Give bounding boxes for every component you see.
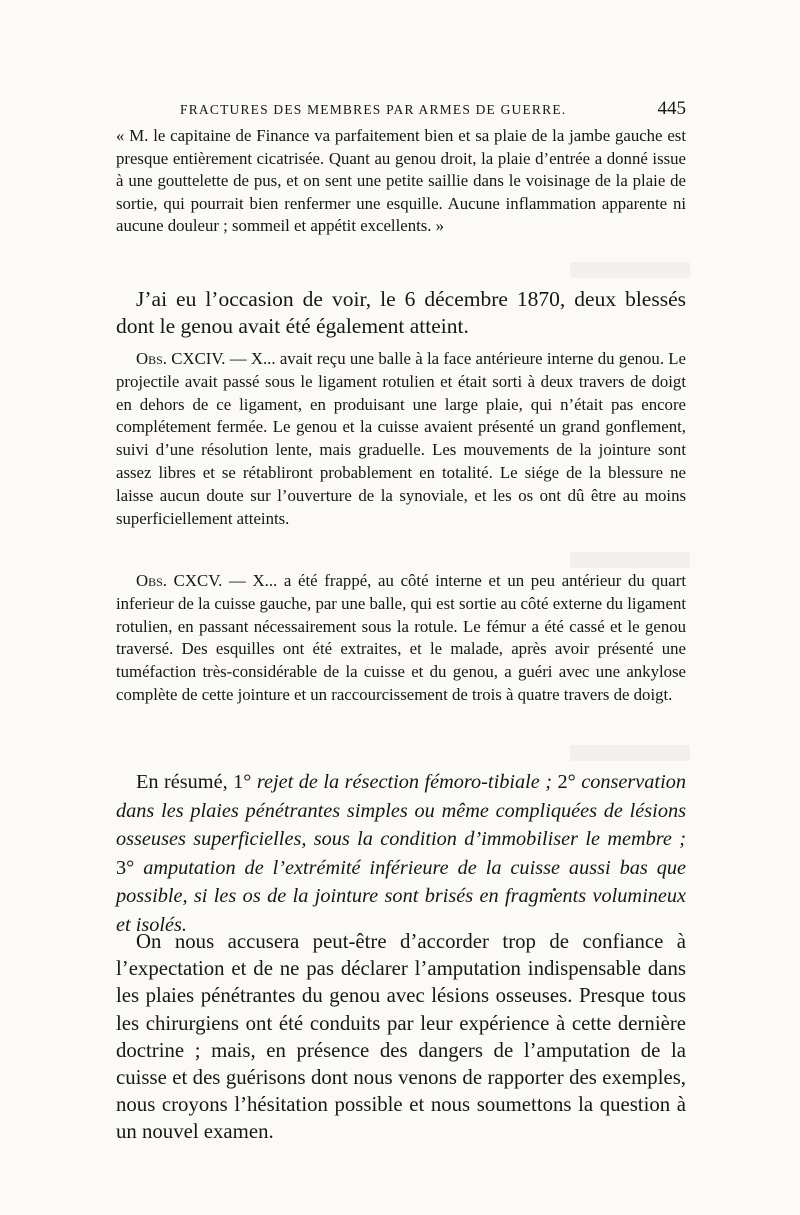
page-header <box>116 100 686 122</box>
observation-text: — X... a été frappé, au côté interne et un peu antérieur du quart inferieur de la cuisse gauche, par une balle, qui est sortie au côté externe du ligament rotulien, en passant nécessairement sous la rotule. Le fémur a été cassé et le genou traversé. Des esquilles ont été extraites, et le malade, après avoir présenté une tuméfaction très-considérable de la cuisse et du genou, a guéri avec une ankylose complète de cette jointure et un raccourcissement de trois à quatre travers de doigt. <box>116 571 686 704</box>
summary-point-3: amputation de l’extrémité inférieure de la cuisse aussi bas que possible, si les os de la jointure sont brisés en fragments volumineux et isolés. <box>116 856 686 936</box>
summary-sep-2: 2° <box>552 771 582 793</box>
observation-text: — X... avait reçu une balle à la face antérieure interne du genou. Le projectile avait passé sous le ligament rotulien et était sorti à deux travers de doigt en dehors de ce ligament, en produisant une large plaie, qui n’était pas encore complétement fermée. Le genou et la cuisse avaient présenté un grand gonflement, suivi d’une résolution lente, mais graduelle. Les mouvements de la jointure sont assez libres et se rétabliront probablement en totalité. Le siége de la blessure ne laisse aucun doute sur l’ouverture de la synoviale, et les os ont dû être au moins superficiellement atteints. <box>116 349 686 528</box>
bleed-through-mark <box>570 552 690 568</box>
summary-lead: En résumé, 1° <box>136 771 257 793</box>
observation-label: Obs. CXCIV. <box>136 349 226 368</box>
closing-paragraph: On nous accusera peut-être d’accorder trop de confiance à l’expectation et de ne pas déclarer l’amputation indispensable dans les plaies pénétrantes du genou avec lésions osseuses. Presque tous les chirurgiens ont été conduits par leur expérience à cette dernière doctrine ; mais, en présence des dangers de l’amputation de la cuisse et des guérisons dont nous venons de rapporter des exemples, nous croyons l’hésitation possible et nous soumettons la question à un nouvel examen. <box>116 930 686 1144</box>
quoted-report: « M. le capitaine de Finance va parfaitement bien et sa plaie de la jambe gauche est presque entièrement cicatrisée. Quant au genou droit, la plaie d’entrée a donné issue à une gouttelette de pus, et on sent une petite saillie dans le voisinage de la plaie de sortie, qui pourrait bien renfermer une esquille. Aucune inflammation apparente ni aucune douleur ; sommeil et appétit excellents. » <box>116 126 686 235</box>
intro-paragraph: J’ai eu l’occasion de voir, le 6 décembre 1870, deux blessés dont le genou avait été également atteint. <box>116 287 686 338</box>
running-title: FRACTURES DES MEMBRES PAR ARMES DE GUERRE. <box>180 102 567 117</box>
bleed-through-mark <box>570 262 690 278</box>
bleed-through-mark <box>570 745 690 761</box>
summary-sep-3: 3° <box>116 856 144 879</box>
observation-cxcv <box>116 570 686 707</box>
page-number: 445 <box>657 98 686 119</box>
summary-point-2: conservation dans les plaies pénétrantes simples ou même compliquées de lésions osseuses superficielles, sous la condition d’immobiliser le membre ; <box>116 771 686 851</box>
observation-cxciv <box>116 348 686 530</box>
summary-point-1: rejet de la résection fémoro-tibiale ; <box>256 771 552 793</box>
summary-paragraph <box>116 768 686 940</box>
observation-label: Obs. CXCV. <box>136 571 223 590</box>
